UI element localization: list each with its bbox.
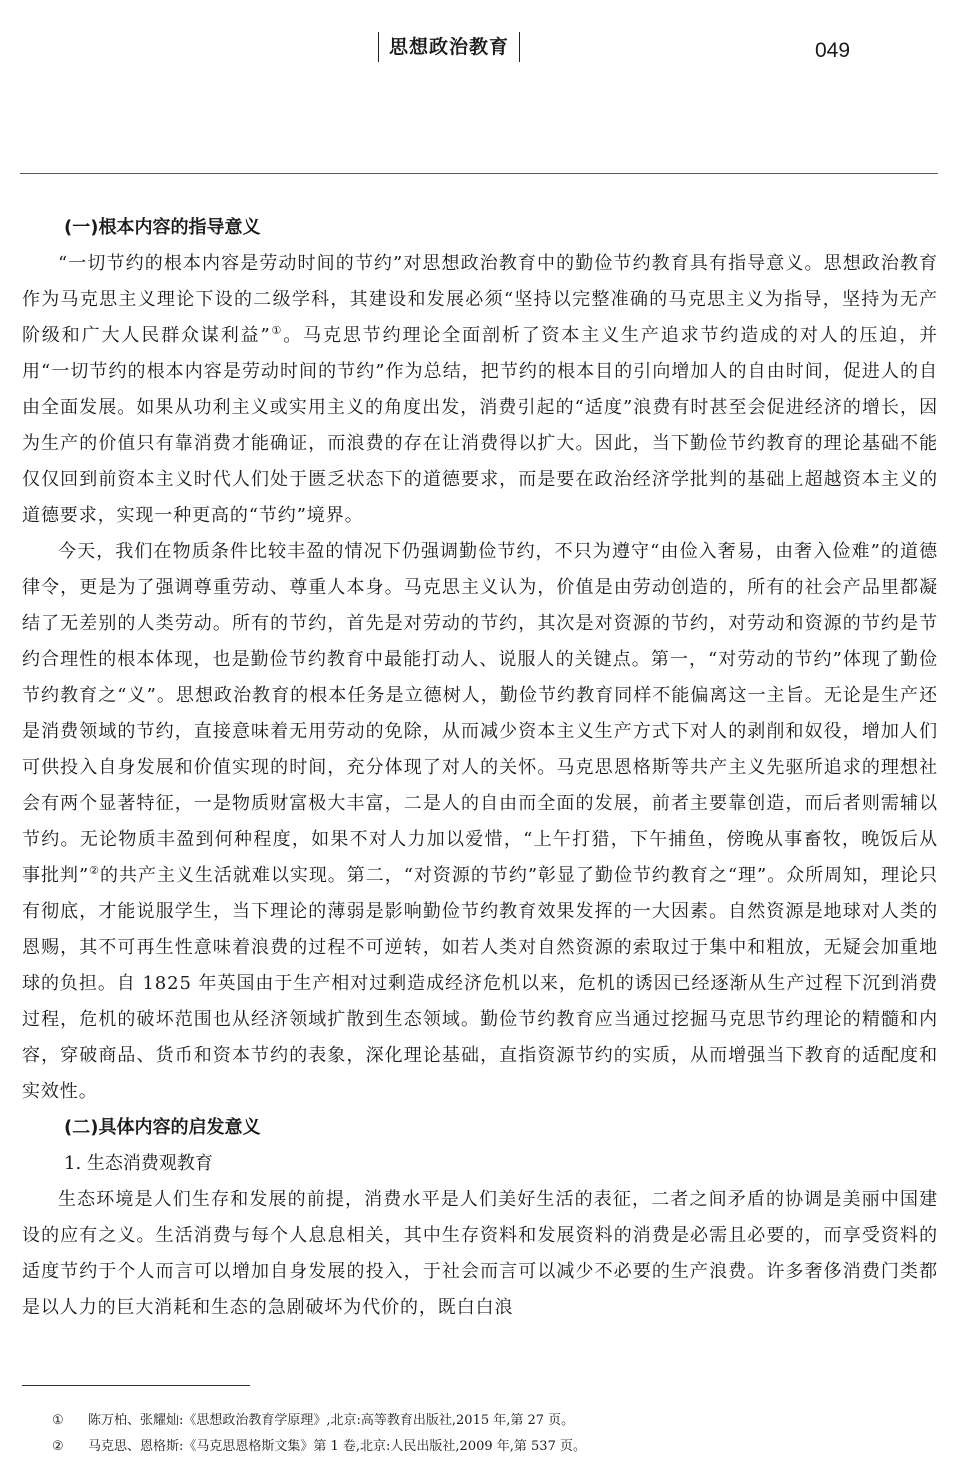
footnote-mark: ② [52, 1439, 64, 1454]
article-body [22, 210, 938, 1326]
paragraph [22, 534, 938, 1110]
section-heading-2: (二)具体内容的启发意义 [64, 1117, 261, 1138]
journal-name: 思想政治教育 [378, 32, 520, 62]
footnote-text: 马克思、恩格斯:《马克思恩格斯文集》第 1 卷,北京:人民出版社,2009 年,第 537 页。 [88, 1439, 586, 1454]
page-number: 049 [815, 39, 851, 62]
footnote-ref[interactable]: ② [89, 864, 100, 877]
header-rule [20, 173, 938, 174]
paragraph-text: 。马克思节约理论全面剖析了资本主义生产追求节约造成的对人的压迫，并用“一切节约的根本内容是劳动时间的节约”作为总结，把节约的根本目的引向增加人的自由时间，促进人的自由全面发展。如果从功利主义或实用主义的角度出发，消费引起的“适度”浪费有时甚至会促进经济的增长，因为生产的价值只有靠消费才能确证，而浪费的存在让消费得以扩大。因此，当下勤俭节约教育的理论基础不能仅仅回到前资本主义时代人们处于匮乏状态下的道德要求，而是要在政治经济学批判的基础上超越资本主义的道德要求，实现一种更高的“节约”境界。 [22, 325, 938, 526]
footnote-ref[interactable]: ① [270, 324, 284, 337]
footnote-mark: ① [52, 1413, 64, 1428]
paragraph [22, 246, 938, 534]
footnote-rule [22, 1385, 250, 1386]
footnote-item [52, 1434, 932, 1460]
paragraph-text: 今天，我们在物质条件比较丰盈的情况下仍强调勤俭节约，不只为遵守“由俭入奢易，由奢入俭难”的道德律令，更是为了强调尊重劳动、尊重人本身。马克思主义认为，价值是由劳动创造的，所有的社会产品里都凝结了无差别的人类劳动。所有的节约，首先是对劳动的节约，其次是对资源的节约，对劳动和资源的节约是节约合理性的根本体现，也是勤俭节约教育中最能打动人、说服人的关键点。第一，“对劳动的节约”体现了勤俭节约教育之“义”。思想政治教育的根本任务是立德树人，勤俭节约教育同样不能偏离这一主旨。无论是生产还是消费领域的节约，直接意味着无用劳动的免除，从而减少资本主义生产方式下对人的剥削和奴役，增加人们可供投入自身发展和价值实现的时间，充分体现了对人的关怀。马克思恩格斯等共产主义先驱所追求的理想社会有两个显著特征，一是物质财富极大丰富，二是人的自由而全面的发展，前者主要靠创造，而后者则需辅以节约。无论物质丰盈到何种程度，如果不对人力加以爱惜，“上午打猎，下午捕鱼，傍晚从事畜牧，晚饭后从事批判” [22, 541, 938, 886]
footnote-text: 陈万柏、张耀灿:《思想政治教育学原理》,北京:高等教育出版社,2015 年,第 27 页。 [88, 1413, 575, 1428]
paragraph: 生态环境是人们生存和发展的前提，消费水平是人们美好生活的表征，二者之间矛盾的协调是美丽中国建设的应有之义。生活消费与每个人息息相关，其中生存资料和发展资料的消费是必需且必要的，而享受资料的适度节约于个人而言可以增加自身发展的投入，于社会而言可以减少不必要的生产浪费。许多奢侈消费门类都是以人力的巨大消耗和生态的急剧破坏为代价的，既白白浪 [22, 1189, 938, 1318]
paragraph-text: 的共产主义生活就难以实现。第二，“对资源的节约”彰显了勤俭节约教育之“理”。众所周知，理论只有彻底，才能说服学生，当下理论的薄弱是影响勤俭节约教育效果发挥的一大因素。自然资源是地球对人类的恩赐，其不可再生性意味着浪费的过程不可逆转，如若人类对自然资源的索取过于集中和粗放，无疑会加重地球的负担。自 1825 年英国由于生产相对过剩造成经济危机以来，危机的诱因已经逐渐从生产过程下沉到消费过程，危机的破坏范围也从经济领域扩散到生态领域。勤俭节约教育应当通过挖掘马克思节约理论的精髓和内容，穿破商品、货币和资本节约的表象，深化理论基础，直指资源节约的实质，从而增强当下教育的适配度和实效性。 [22, 865, 938, 1102]
footnotes [52, 1408, 932, 1460]
page-header [0, 30, 958, 70]
section-heading-1: (一)根本内容的指导意义 [64, 217, 261, 238]
footnote-item [52, 1408, 932, 1434]
subsection-heading: 1. 生态消费观教育 [64, 1153, 213, 1174]
paragraph-text: “一切节约的根本内容是劳动时间的节约”对思想政治教育中的勤俭节约教育具有指导意义。思想政治教育作为马克思主义理论下设的二级学科，其建设和发展必须“坚持以完整准确的马克思主义为指导，坚持为无产阶级和广大人民群众谋利益” [22, 253, 938, 346]
